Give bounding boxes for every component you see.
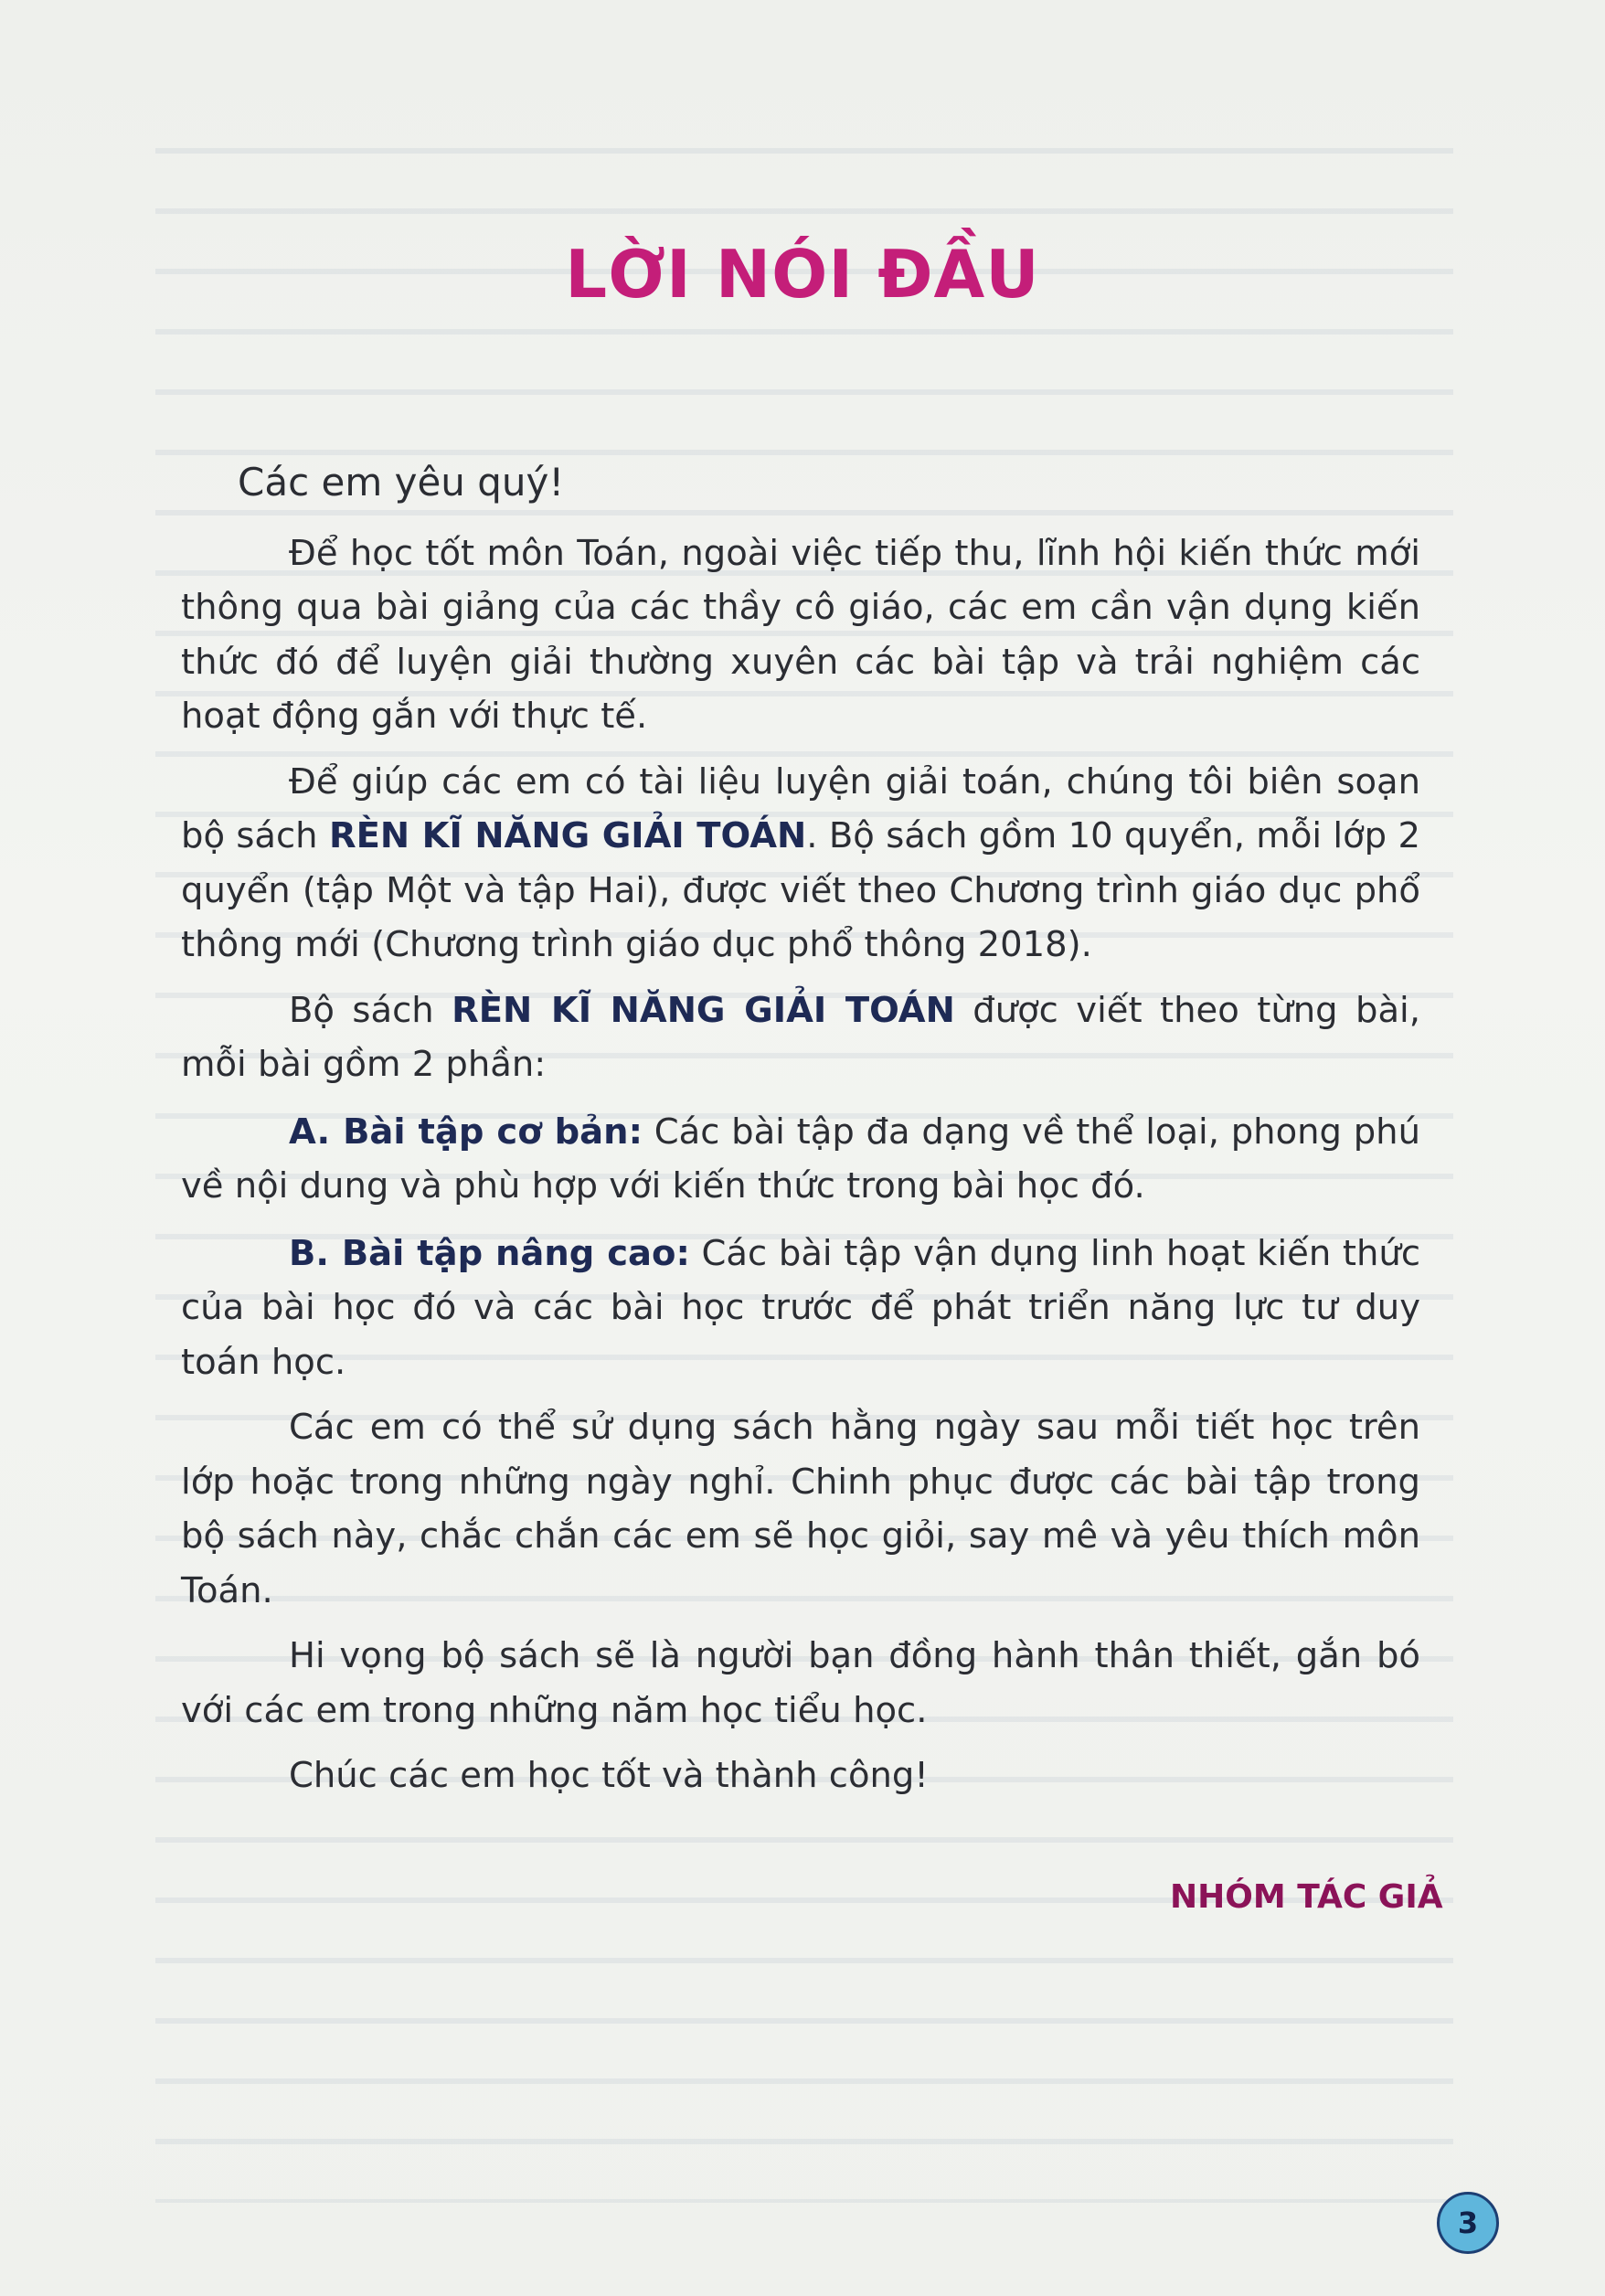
paragraph-3-text-b: được viết theo từng bài, mỗi bài gồm 2 phần: — [181, 989, 1420, 1085]
paragraph-2-text-a: Để giúp các em có tài liệu luyện giải toán, chúng tôi biên soạn bộ sách — [181, 760, 1420, 856]
section-b-description — [181, 1227, 1420, 1390]
section-b-text: Các bài tập vận dụng linh hoạt kiến thức của bài học đó và các bài học trước để phát triển năng lực tư duy toán học. — [181, 1232, 1420, 1383]
page-number-badge: 3 — [1437, 2192, 1499, 2254]
page-title: LỜI NÓI ĐẦU — [565, 236, 1040, 313]
paragraph-3-text-a: Bộ sách — [289, 989, 452, 1031]
paragraph-2-text-b: . Bộ sách gồm 10 quyển, mỗi lớp 2 quyển (tập Một và tập Hai), được viết theo Chương trình giáo dục phổ thông mới (Chương trình giáo dục phổ thông 2018). — [181, 815, 1420, 965]
paragraph-2 — [181, 755, 1420, 973]
body-text — [181, 455, 1420, 1803]
section-a-description — [181, 1105, 1420, 1214]
paragraph-1: Để học tốt môn Toán, ngoài việc tiếp thu, lĩnh hội kiến thức mới thông qua bài giảng của các thầy cô giáo, các em cần vận dụng kiến thức đó để luyện giải thường xuyên các bài tập và trải nghiệm các hoạt động gắn với thực tế. — [181, 532, 1420, 737]
author-signature: NHÓM TÁC GIẢ — [1170, 1878, 1443, 1916]
greeting: Các em yêu quý! — [238, 460, 565, 505]
book-series-name-2: RÈN KĨ NĂNG GIẢI TOÁN — [452, 989, 955, 1031]
book-series-name: RÈN KĨ NĂNG GIẢI TOÁN — [328, 815, 807, 856]
paragraph-3 — [181, 983, 1420, 1092]
section-b-label: B. Bài tập nâng cao: — [289, 1232, 690, 1274]
paragraph-5: Hi vọng bộ sách sẽ là người bạn đồng hành thân thiết, gắn bó với các em trong những năm học tiểu học. — [181, 1635, 1420, 1731]
section-a-label: A. Bài tập cơ bản: — [289, 1111, 643, 1153]
paragraph-6: Chúc các em học tốt và thành công! — [289, 1755, 929, 1796]
section-a-text: Các bài tập đa dạng về thể loại, phong phú về nội dung và phù hợp với kiến thức trong bài học đó. — [181, 1111, 1420, 1206]
paragraph-4: Các em có thể sử dụng sách hằng ngày sau mỗi tiết học trên lớp hoặc trong những ngày nghỉ. Chinh phục được các bài tập trong bộ sách này, chắc chắn các em sẽ học giỏi, say mê và yêu thích môn Toán. — [181, 1407, 1420, 1611]
